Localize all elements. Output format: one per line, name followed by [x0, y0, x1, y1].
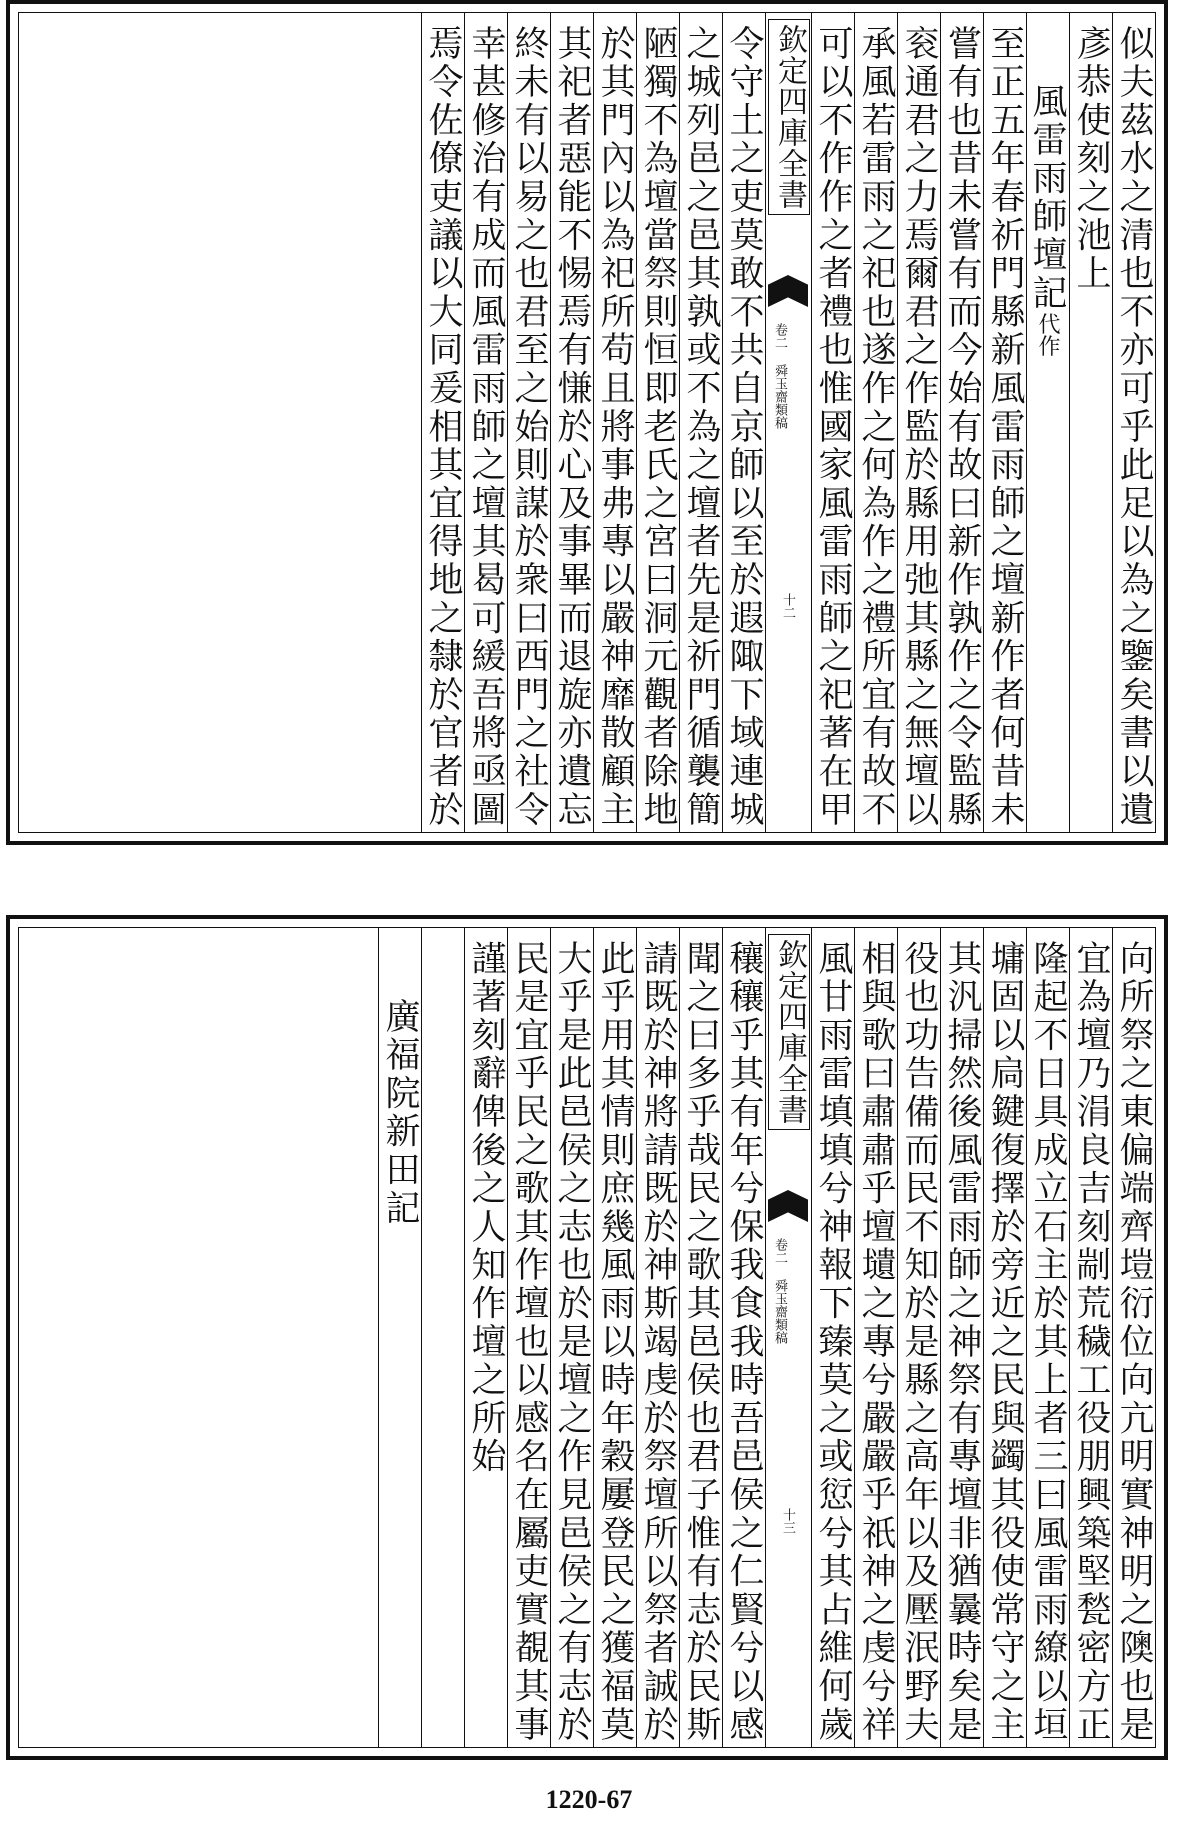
top-text-column: [507, 13, 550, 832]
bottom-text-column: [378, 928, 421, 1747]
column-text: 穰穰乎其有年兮保我食我時吾邑侯之仁賢兮以感: [724, 940, 764, 1745]
column-text: 墉固以扃鍵復擇於旁近之民與蠲其役使常守之主: [985, 940, 1025, 1745]
column-text: 衮通君之力焉爾君之作監於縣用弛其縣之無壇以: [899, 25, 939, 830]
author-note: 代作: [1035, 312, 1060, 357]
bottom-text-column: [940, 928, 983, 1747]
bottom-text-column: [550, 928, 593, 1747]
bottom-columns: [19, 928, 1155, 1747]
column-text: 可以不作作之者禮也惟國家風雷雨師之祀著在甲: [813, 25, 853, 830]
column-text: 終未有以易之也君至之始則謀於衆曰西門之社令: [509, 25, 549, 830]
bottom-frame: [18, 927, 1156, 1748]
bottom-text-column: [679, 928, 722, 1747]
bottom-text-column: [464, 928, 507, 1747]
top-text-column: [940, 13, 983, 832]
column-text: 幸甚修治有成而風雷雨師之壇其曷可緩吾將亟圖: [466, 25, 506, 830]
top-text-column: [983, 13, 1026, 832]
leaf-number: 十二: [780, 593, 795, 619]
bottom-page: [6, 915, 1168, 1760]
top-text-column: [722, 13, 765, 832]
book-title: 欽定四庫全書: [768, 934, 810, 1130]
column-text: 相與歌曰肅肅乎壇壝之專兮嚴嚴乎祇神之虔兮祥: [856, 940, 896, 1745]
column-text: 於其門內以為祀所苟且將事弗專以嚴神靡散顧主: [595, 25, 635, 830]
top-text-column: [1026, 13, 1069, 832]
volume-label: 卷二 舜玉齋類稿: [772, 1238, 787, 1344]
top-center-margin: [765, 13, 811, 832]
column-text: 向所祭之東偏端齊塏衍位向亢明實神明之隩也是: [1114, 940, 1154, 1745]
top-text-column: [1069, 13, 1112, 832]
column-text: 至正五年春祈門縣新風雷雨師之壇新作者何昔未: [985, 25, 1025, 830]
bottom-text-column: [593, 928, 636, 1747]
bottom-center-margin: [765, 928, 811, 1747]
column-text: 承風若雷雨之祀也遂作之何為作之禮所宜有故不: [856, 25, 896, 830]
column-text: 廣福院新田記: [380, 998, 420, 1228]
bottom-text-column: [811, 928, 854, 1747]
column-text: 似夫茲水之清也不亦可乎此足以為之鑒矣書以遺: [1114, 25, 1154, 830]
column-text: 風甘雨雷填填兮神報下臻莫之或愆兮其占維何歲: [813, 940, 853, 1745]
bottom-text-column: [1026, 928, 1069, 1747]
bottom-text-column: [897, 928, 940, 1747]
column-text: 隆起不日具成立石主於其上者三曰風雷雨繚以垣: [1028, 940, 1068, 1745]
top-text-column: [550, 13, 593, 832]
column-text: 請既於神將請既於神斯竭虔於祭壇所以祭者誠於: [638, 940, 678, 1745]
top-text-column: [679, 13, 722, 832]
column-text: 其汎掃然後風雷雨師之神祭有專壇非猶曩時矣是: [942, 940, 982, 1745]
bottom-text-column: [1112, 928, 1155, 1747]
book-title: 欽定四庫全書: [768, 19, 810, 215]
column-text: 焉令佐僚吏議以大同爰相其宜得地之隸於官者於: [423, 25, 463, 830]
top-text-column: [897, 13, 940, 832]
top-frame: [18, 12, 1156, 833]
column-text: 其祀者惡能不惕焉有慊於心及事畢而退旋亦遺忘: [552, 25, 592, 830]
column-text: 聞之曰多乎哉民之歌其邑侯也君子惟有志於民斯: [681, 940, 721, 1745]
column-text: 風雷雨師壇記: [1027, 83, 1067, 313]
leaf-number: 十三: [780, 1508, 795, 1534]
column-text: 令守土之吏莫敢不共自京師以至於遐陬下域連城: [724, 25, 764, 830]
top-text-column: [421, 13, 464, 832]
bottom-text-column: [636, 928, 679, 1747]
top-page: [6, 0, 1168, 845]
column-text: 此乎用其情則庶幾風雨以時年穀屢登民之獲福莫: [595, 940, 635, 1745]
column-text: 謹著刻辭俾後之人知作壇之所始: [466, 940, 506, 1477]
fish-tail-mark-icon: [768, 1190, 808, 1222]
volume-label: 卷二 舜玉齋類稿: [772, 323, 787, 429]
bottom-text-column: [722, 928, 765, 1747]
column-text: 大乎是此邑侯之志也於是壇之作見邑侯之有志於: [552, 940, 592, 1745]
top-text-column: [1112, 13, 1155, 832]
column-text: 民是宜乎民之歌其作壇也以感名在屬吏實覩其事: [509, 940, 549, 1745]
top-columns: [19, 13, 1155, 832]
fish-tail-mark-icon: [768, 275, 808, 307]
top-text-column: [464, 13, 507, 832]
bottom-text-column: [421, 928, 464, 1747]
top-text-column: [811, 13, 854, 832]
column-text: 彥恭使刻之池上: [1071, 25, 1111, 294]
column-text: 嘗有也昔未嘗有而今始有故曰新作孰作之令監縣: [942, 25, 982, 830]
bottom-text-column: [854, 928, 897, 1747]
page-number: 1220-67: [545, 1785, 633, 1814]
top-text-column: [636, 13, 679, 832]
bottom-text-column: [1069, 928, 1112, 1747]
bottom-text-column: [983, 928, 1026, 1747]
column-text: 陋獨不為壇當祭則恒即老氏之宮曰洞元觀者除地: [638, 25, 678, 830]
top-text-column: [854, 13, 897, 832]
bottom-text-column: [507, 928, 550, 1747]
column-text: 宜為壇乃涓良吉刻剬荒穢工役朋興築堅甃密方正: [1071, 940, 1111, 1745]
column-text: 役也功告備而民不知於是縣之高年以及壓泯野夫: [899, 940, 939, 1745]
top-text-column: [593, 13, 636, 832]
column-text: 之城列邑之邑其孰或不為之壇者先是祈門循襲簡: [681, 25, 721, 830]
